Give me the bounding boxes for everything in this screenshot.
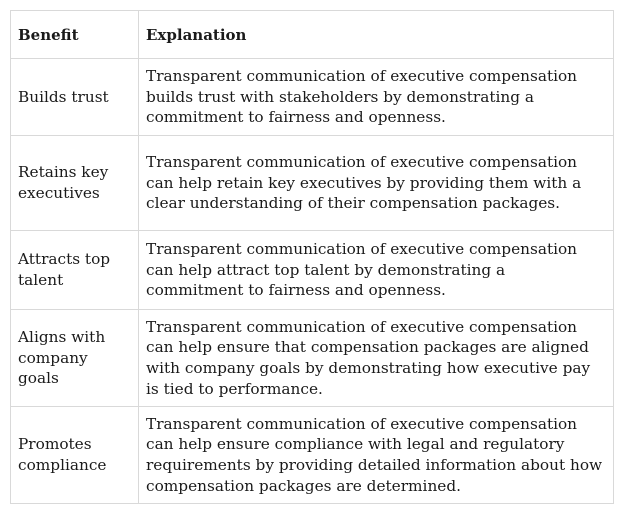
header-benefit: Benefit <box>11 11 139 59</box>
header-explanation: Explanation <box>139 11 614 59</box>
benefit-cell: Promotes compliance <box>11 407 139 504</box>
explanation-cell: Transparent communication of executive compensation can help ensure that compensation packages are aligned with company goals by demonstrating how executive pay is tied to performance. <box>139 310 614 407</box>
explanation-cell: Transparent communication of executive compensation can help attract top talent by demonstrating a commitment to fairness and openness. <box>139 231 614 310</box>
benefit-cell: Retains key executives <box>11 136 139 231</box>
table-row <box>11 310 614 407</box>
benefits-table <box>10 10 614 504</box>
benefit-cell: Attracts top talent <box>11 231 139 310</box>
table-row <box>11 59 614 136</box>
table-row <box>11 136 614 231</box>
explanation-cell: Transparent communication of executive compensation can help ensure compliance with legal and regulatory requirements by providing detailed information about how compensation packages are determined. <box>139 407 614 504</box>
benefits-table-container <box>10 10 613 504</box>
benefit-cell: Builds trust <box>11 59 139 136</box>
benefit-cell: Aligns with company goals <box>11 310 139 407</box>
table-row <box>11 407 614 504</box>
explanation-cell: Transparent communication of executive compensation builds trust with stakeholders by demonstrating a commitment to fairness and openness. <box>139 59 614 136</box>
table-row <box>11 231 614 310</box>
table-header-row <box>11 11 614 59</box>
explanation-cell: Transparent communication of executive compensation can help retain key executives by providing them with a clear understanding of their compensation packages. <box>139 136 614 231</box>
